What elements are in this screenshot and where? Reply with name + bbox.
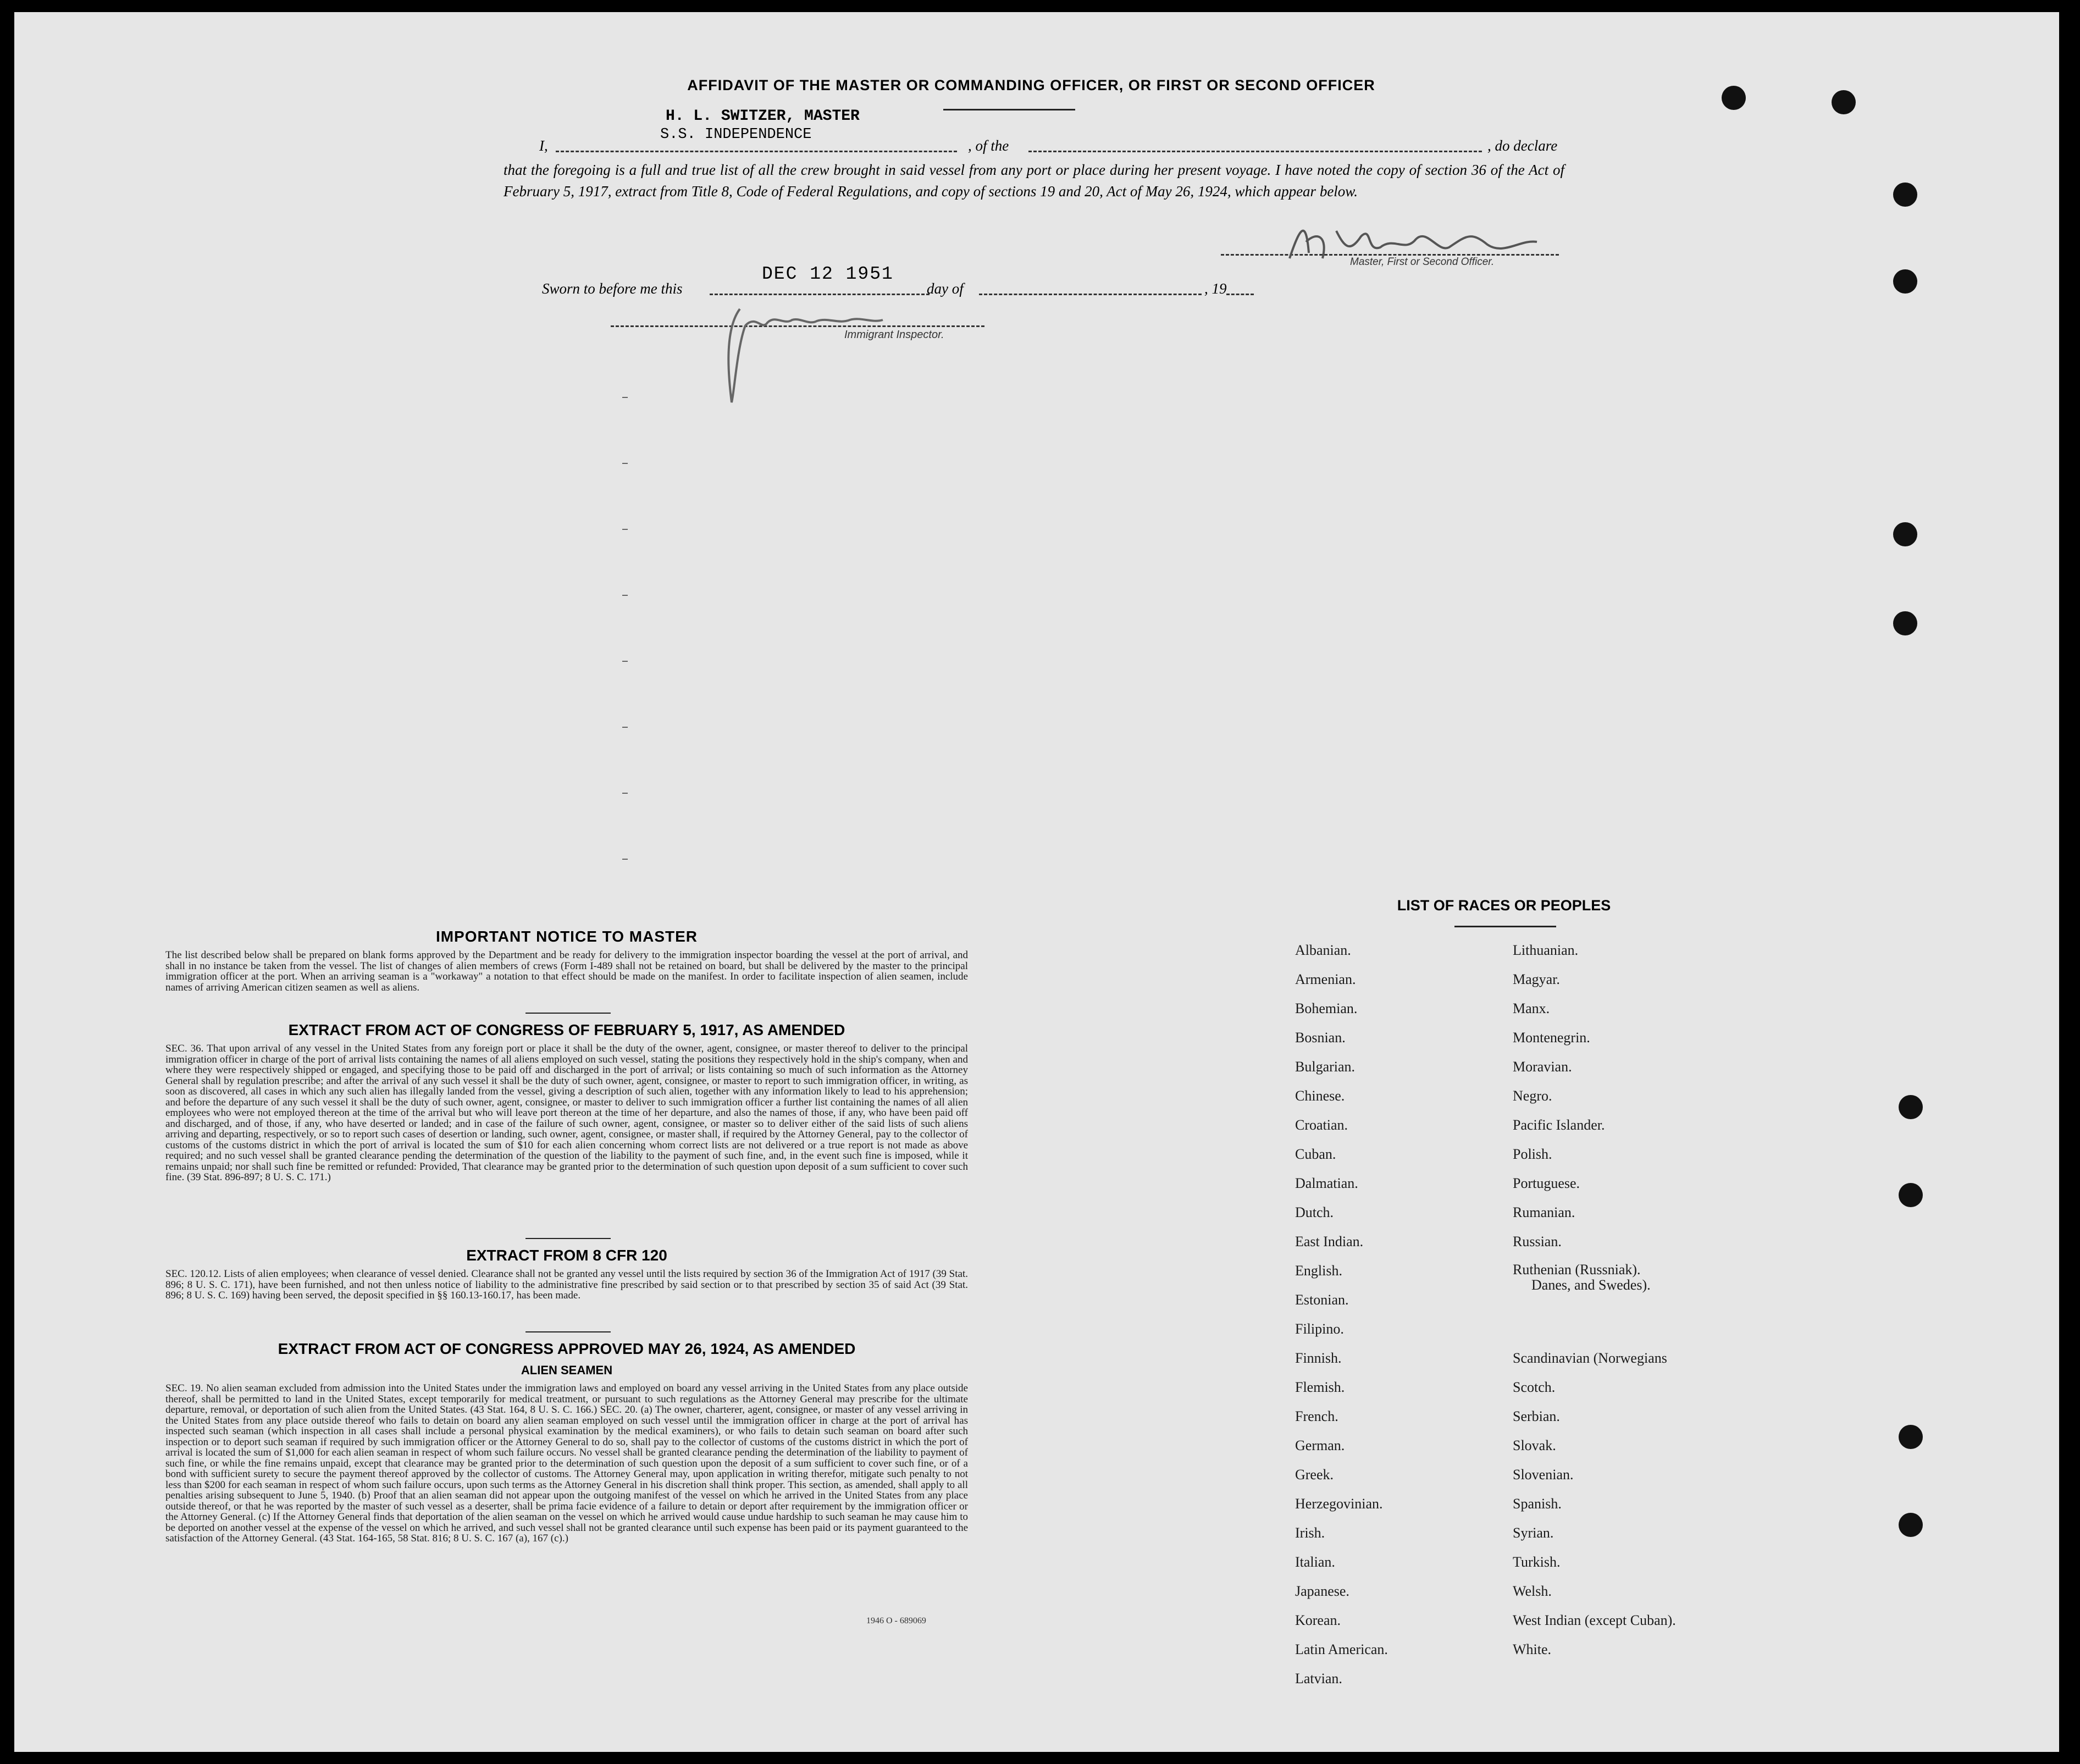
race-item: Latin American. (1295, 1641, 1388, 1657)
blank-name-line (556, 151, 957, 152)
extract-1917-heading: EXTRACT FROM ACT OF CONGRESS OF FEBRUARY 5, 1917, AS AMENDED (288, 1021, 845, 1038)
print-code: 1946 O - 689069 (866, 1616, 926, 1625)
race-item: Syrian. (1513, 1525, 1554, 1541)
race-item: East Indian. (1295, 1234, 1364, 1249)
race-item: Filipino. (1295, 1321, 1344, 1337)
race-item: Scotch. (1513, 1379, 1556, 1395)
race-item: Manx. (1513, 1000, 1550, 1016)
month-line (979, 294, 1202, 295)
inspector-caption: Immigrant Inspector. (844, 329, 944, 341)
notice-rule (525, 1013, 611, 1014)
race-item: Portuguese. (1513, 1175, 1580, 1191)
race-item: Armenian. (1295, 971, 1356, 987)
punch-hole (1893, 183, 1917, 207)
race-item: French. (1295, 1408, 1338, 1424)
extract-1924-subheading: ALIEN SEAMEN (521, 1363, 613, 1377)
year-prefix: , 19 (1204, 280, 1227, 297)
race-item: Finnish. (1295, 1350, 1342, 1366)
race-item: Herzegovinian. (1295, 1496, 1383, 1512)
races-heading: LIST OF RACES OR PEOPLES (1397, 897, 1611, 914)
affidavit-title: AFFIDAVIT OF THE MASTER OR COMMANDING OFFICER, OR FIRST OR SECOND OFFICER (687, 77, 1375, 93)
notice-heading: IMPORTANT NOTICE TO MASTER (435, 928, 698, 945)
race-item: Lithuanian. (1513, 942, 1579, 958)
race-item: Dalmatian. (1295, 1175, 1358, 1191)
race-item: Bohemian. (1295, 1000, 1358, 1016)
blank-vessel-line (1028, 151, 1482, 152)
race-item: West Indian (except Cuban). (1513, 1612, 1676, 1628)
race-item: Albanian. (1295, 942, 1351, 958)
extract-cfr-rule (525, 1331, 611, 1332)
races-rule (1454, 926, 1556, 927)
race-item: Greek. (1295, 1467, 1334, 1483)
declaration-i: I, (539, 137, 548, 154)
race-item: Dutch. (1295, 1204, 1334, 1220)
year-line (1226, 294, 1254, 295)
race-item: German. (1295, 1437, 1345, 1453)
race-item: Flemish. (1295, 1379, 1345, 1395)
master-signature (1284, 214, 1559, 280)
extract-1917-text: SEC. 36. That upon arrival of any vessel in the United States from any foreign port or place it shall be the duty of the owner, agent, consignee, or master thereof to deliver to the principal immigration officer in charge of the port of arrival lists containing the names of all aliens employed on such vessel, stating the positions they respectively hold in the ship's company, when and where they were respectively shipped or engaged, and specifying those to be paid off and discharged in the port of arrival; or lists containing so much of such information as the Attorney General shall by regulation prescribe; and after the arrival of any such vessel it shall be the duty of such owner, agent, consignee, or master to report to such immigration officer, in writing, as soon as discovered, all cases in which any such alien has illegally landed from the vessel, giving a description of such alien, together with any information likely to lead to his apprehension; and before the departure of any such vessel it shall be the duty of such owner, agent, consignee, or master to deliver to such immigration officer a further list containing the names of all alien employees who were not employed thereon at the time of the arrival but who will leave port thereon at the time of her departure, and also the names of those, if any, who have been paid off and discharged, and of those, if any, who have deserted or landed; and in case of the failure of such owner, agent, consignee, or master so to deliver either of the said lists of such aliens arriving and departing, respectively, or so to report such cases of desertion or landing, such owner, agent, consignee, or master shall, if required by the Attorney General, pay to the collector of customs of the customs district in which the port of arrival is located the sum of $10 for each alien concerning whom correct lists are not delivered or a true report is not made as above required; and no such vessel shall be granted clearance pending the determination of the question of the liability to the payment of such fine, and, in the event such fine is imposed, while it remains unpaid; nor shall such fine be remitted or refunded: Provided, That clearance may be granted prior to the determination of such question upon deposit of a sum sufficient to cover such fine. (39 Stat. 896-897; 8 U. S. C. 171.) (165, 1043, 968, 1183)
margin-ticks (622, 397, 628, 892)
race-item: Polish. (1513, 1146, 1552, 1162)
master-name-typed: H. L. SWITZER, MASTER (666, 108, 860, 125)
race-item: Slovak. (1513, 1437, 1556, 1453)
extract-1924-heading: EXTRACT FROM ACT OF CONGRESS APPROVED MAY 26, 1924, AS AMENDED (278, 1340, 856, 1357)
race-item: Pacific Islander. (1513, 1117, 1605, 1133)
race-item: English. (1295, 1263, 1342, 1279)
race-item: Serbian. (1513, 1408, 1560, 1424)
declaration-body: that the foregoing is a full and true list of all the crew brought in said vessel from any port or place during her present voyage. I have noted the copy of section 36 of the Act of February 5, 1917, extract from Title 8, Code of Federal Regulations, and copy of sections 19 and 20, Act of May 26, 1924, which appear below. (504, 162, 1564, 200)
declaration-of-the: , of the (968, 137, 1009, 154)
title-rule (943, 109, 1075, 110)
punch-hole (1722, 86, 1746, 110)
race-item: Ruthenian (Russniak). (1513, 1262, 1641, 1278)
race-item: Slovenian. (1513, 1467, 1574, 1483)
race-item: Estonian. (1295, 1292, 1349, 1308)
vessel-name-typed: S.S. INDEPENDENCE (660, 126, 812, 143)
race-item: Cuban. (1295, 1146, 1336, 1162)
punch-hole (1893, 611, 1917, 635)
inspector-signature (712, 292, 899, 413)
race-item: Welsh. (1513, 1583, 1552, 1599)
race-item: White. (1513, 1641, 1552, 1657)
punch-hole (1899, 1183, 1923, 1207)
extract-1924-text: SEC. 19. No alien seaman excluded from admission into the United States under the immigration laws and employed on board any vessel arriving in the United States from any place outside thereof, shall be permitted to land in the United States, except temporarily for medical treatment, or pursuant to such regulations as the Attorney General may prescribe for the ultimate departure, removal, or deportation of such alien from the United States. (43 Stat. 164, 8 U. S. C. 166.) SEC. 20. (a) The owner, charterer, agent, consignee, or master of any vessel arriving in the United States from any place outside thereof who fails to detain on board any alien seaman employed on such vessel until the immigration officer in charge at the port of arrival has inspected such seaman (which inspection in all cases shall include a personal physical examination by the medical examiners), or who fails to detain such seaman on board after such inspection or to deport such seaman if required by such immigration officer or the Attorney General to do so, shall pay to the collector of customs of the customs district in which the port of arrival is located the sum of $1,000 for each alien seaman in respect of whom such failure occurs. No vessel shall be granted clearance pending the determination of the liability to payment of such fine, or while the fine remains unpaid, except that clearance may be granted prior to the determination of such question upon the deposit of a sum sufficient to cover such fine, or of a bond with sufficient surety to secure the payment thereof approved by the collector of customs. The Attorney General may, upon application in writing therefor, mitigate such penalty to not less than $200 for each seaman in respect of whom such failure occurs, upon such terms as the Attorney General in his discretion shall think proper. This section, as amended, shall apply to all penalties arising subsequent to June 5, 1940. (b) Proof that an alien seaman did not appear upon the outgoing manifest of the vessel on which he arrived in the United States from any place outside thereof, or that he was reported by the master of such vessel as a deserter, shall be prima facie evidence of a failure to detain or deport after requirement by the immigration officer or the Attorney General. (c) If the Attorney General finds that deportation of the alien seaman on the vessel on which he arrived would cause undue hardship to such seaman he may cause him to be deported on another vessel at the expense of the vessel on which he arrived, and such vessel shall not be granted clearance until such expense has been paid or its payment guaranteed to the satisfaction of the Attorney General. (43 Stat. 164-165, 58 Stat. 816; 8 U. S. C. 167 (a), 167 (c).) (165, 1383, 968, 1544)
race-item: Scandinavian (Norwegians (1513, 1350, 1667, 1366)
extract-cfr-text: SEC. 120.12. Lists of alien employees; when clearance of vessel denied. Clearance shall not be granted any vessel until the lists required by section 36 of the Immigration Act of 1917 (39 Stat. 896; 8 U. S. C. 171), have been furnished, and not then unless notice of liability to the administrative fine prescribed by said section or to that prescribed by section 35 of said Act (39 Stat. 896; 8 U. S. C. 169) having been served, the deposit specified in §§ 160.13-160.17, has been made. (165, 1268, 968, 1301)
race-item: Moravian. (1513, 1059, 1572, 1075)
race-item: Croatian. (1295, 1117, 1348, 1133)
sworn-text: Sworn to before me this (542, 280, 683, 297)
race-item-continuation: Danes, and Swedes). (1531, 1277, 1651, 1293)
race-item: Turkish. (1513, 1554, 1561, 1570)
punch-hole (1899, 1095, 1923, 1119)
race-item: Magyar. (1513, 971, 1560, 987)
document-page (14, 12, 2059, 1752)
stamp-date: DEC 12 1951 (762, 264, 894, 284)
race-item: Japanese. (1295, 1583, 1349, 1599)
notice-text: The list described below shall be prepared on blank forms approved by the Department and be ready for delivery to the immigration inspector boarding the vessel at the port of arrival, and shall in no instance be taken from the vessel. The list of changes of alien members of crews (Form I-489 shall not be retained on board, but shall be delivered by the master to the principal immigration officer at the port. When an arriving seaman is a "workaway" a notation to that effect should be made on the manifest. In order to facilitate inspection of alien seamen, include names of arriving American citizen seamen as well as aliens. (165, 949, 968, 993)
race-item: Montenegrin. (1513, 1030, 1590, 1046)
declaration-do-declare: , do declare (1487, 137, 1558, 154)
race-item: Irish. (1295, 1525, 1325, 1541)
day-of-text: day of (927, 280, 964, 297)
race-item: Negro. (1513, 1088, 1552, 1104)
punch-hole (1893, 269, 1917, 294)
punch-hole (1832, 90, 1856, 114)
race-item: Italian. (1295, 1554, 1335, 1570)
extract-cfr-heading: EXTRACT FROM 8 CFR 120 (466, 1247, 667, 1264)
race-item: Spanish. (1513, 1496, 1562, 1512)
race-item: Russian. (1513, 1234, 1562, 1249)
race-item: Chinese. (1295, 1088, 1345, 1104)
punch-hole (1893, 522, 1917, 546)
signature-caption: Master, First or Second Officer. (1350, 256, 1495, 268)
race-item: Bosnian. (1295, 1030, 1346, 1046)
race-item: Latvian. (1295, 1671, 1342, 1686)
race-item: Rumanian. (1513, 1204, 1575, 1220)
extract-1917-rule (525, 1238, 611, 1239)
punch-hole (1899, 1513, 1923, 1537)
punch-hole (1899, 1425, 1923, 1449)
race-item: Korean. (1295, 1612, 1341, 1628)
race-item: Bulgarian. (1295, 1059, 1356, 1075)
